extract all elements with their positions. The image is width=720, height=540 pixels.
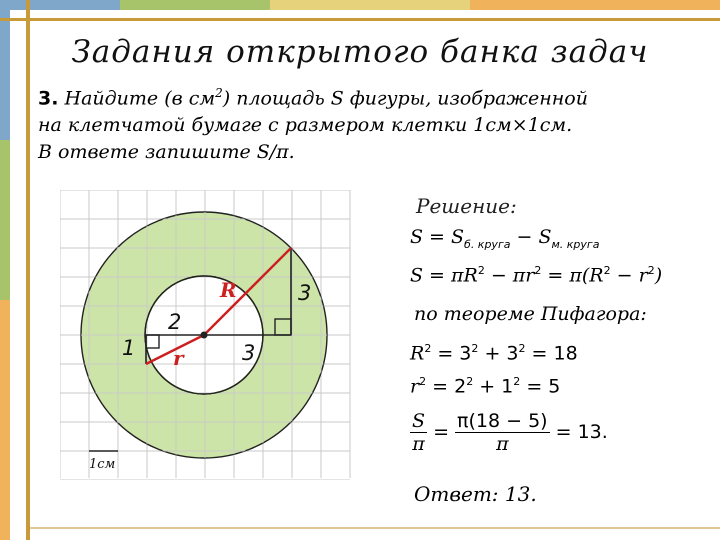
frame-vertical-line xyxy=(26,0,30,540)
task-unit-sup: 2 xyxy=(215,86,223,100)
f4-b: = 2 xyxy=(426,375,467,398)
scale-label: 1см xyxy=(89,457,116,472)
ring-figure xyxy=(60,190,360,480)
answer-text: Ответ: 13. xyxy=(414,482,537,506)
label-1: 1 xyxy=(122,336,136,360)
f4-c: + 1 xyxy=(473,375,514,398)
fraction-s-over-pi xyxy=(410,410,427,455)
f2-sup1: 2 xyxy=(477,264,485,277)
f2-sup4: 2 xyxy=(647,264,655,277)
label-2: 2 xyxy=(168,310,182,334)
f1-sub1: б. круга xyxy=(464,237,511,251)
formula-R-squared xyxy=(410,342,578,364)
formula-area-difference xyxy=(410,226,599,251)
page-title: Задания открытого банка задач xyxy=(71,34,649,70)
f4-a: r xyxy=(410,375,420,398)
task-number: 3. xyxy=(38,87,59,110)
label-3-right: 3 xyxy=(298,281,312,305)
f1-minus: − S xyxy=(510,226,552,248)
f3-sup3: 2 xyxy=(518,342,526,355)
f2-d: − r xyxy=(610,264,648,287)
frame-horizontal-line xyxy=(0,18,720,21)
f5-den2: π xyxy=(496,433,509,455)
f3-a: R xyxy=(410,342,425,365)
f2-sup2: 2 xyxy=(534,264,542,277)
top-stripe xyxy=(0,0,720,10)
formula-pi xyxy=(410,264,662,286)
f4-d: = 5 xyxy=(520,375,561,398)
label-3-bottom: 3 xyxy=(242,341,256,365)
f3-b: = 3 xyxy=(431,342,472,365)
task-line-1 xyxy=(38,80,708,112)
task-line-2: на клетчатой бумаге с размером клетки 1см×1см. xyxy=(38,114,573,137)
f3-d: = 18 xyxy=(525,342,578,365)
task-text xyxy=(38,80,708,166)
f4-sup1: 2 xyxy=(419,375,427,388)
f4-sup2: 2 xyxy=(466,375,474,388)
f2-e: ) xyxy=(654,264,663,287)
label-r: r xyxy=(173,346,184,370)
f5-eq2: = 13. xyxy=(555,421,608,443)
f3-sup2: 2 xyxy=(471,342,479,355)
label-R: R xyxy=(220,278,237,302)
task-line-3: В ответе запишите S/π. xyxy=(38,141,295,164)
f3-sup1: 2 xyxy=(424,342,432,355)
task-line-1a: Найдите (в см xyxy=(64,87,216,110)
f2-b: − πr xyxy=(484,264,535,287)
f2-sup3: 2 xyxy=(603,264,611,277)
center-point xyxy=(201,332,208,339)
f3-c: + 3 xyxy=(478,342,519,365)
f4-sup3: 2 xyxy=(513,375,521,388)
f2-a: S = πR xyxy=(410,264,478,287)
f5-num1: S xyxy=(412,410,426,432)
f1-s: S = S xyxy=(410,226,465,248)
fraction-pi-expression xyxy=(455,410,550,455)
task-line-1b: ) площадь S фигуры, изображенной xyxy=(222,87,588,110)
f1-sub2: м. круга xyxy=(551,237,600,251)
f2-c: = π(R xyxy=(541,264,604,287)
formula-result xyxy=(410,410,608,455)
frame-bottom-line xyxy=(30,527,720,529)
left-stripe xyxy=(0,0,10,540)
pythagoras-text: по теореме Пифагора: xyxy=(414,303,647,325)
f5-eq1: = xyxy=(433,421,449,443)
solution-heading: Решение: xyxy=(416,194,517,218)
formula-r-squared xyxy=(410,375,560,397)
f5-num2: π(18 − 5) xyxy=(457,410,548,432)
f5-den1: π xyxy=(412,433,425,455)
